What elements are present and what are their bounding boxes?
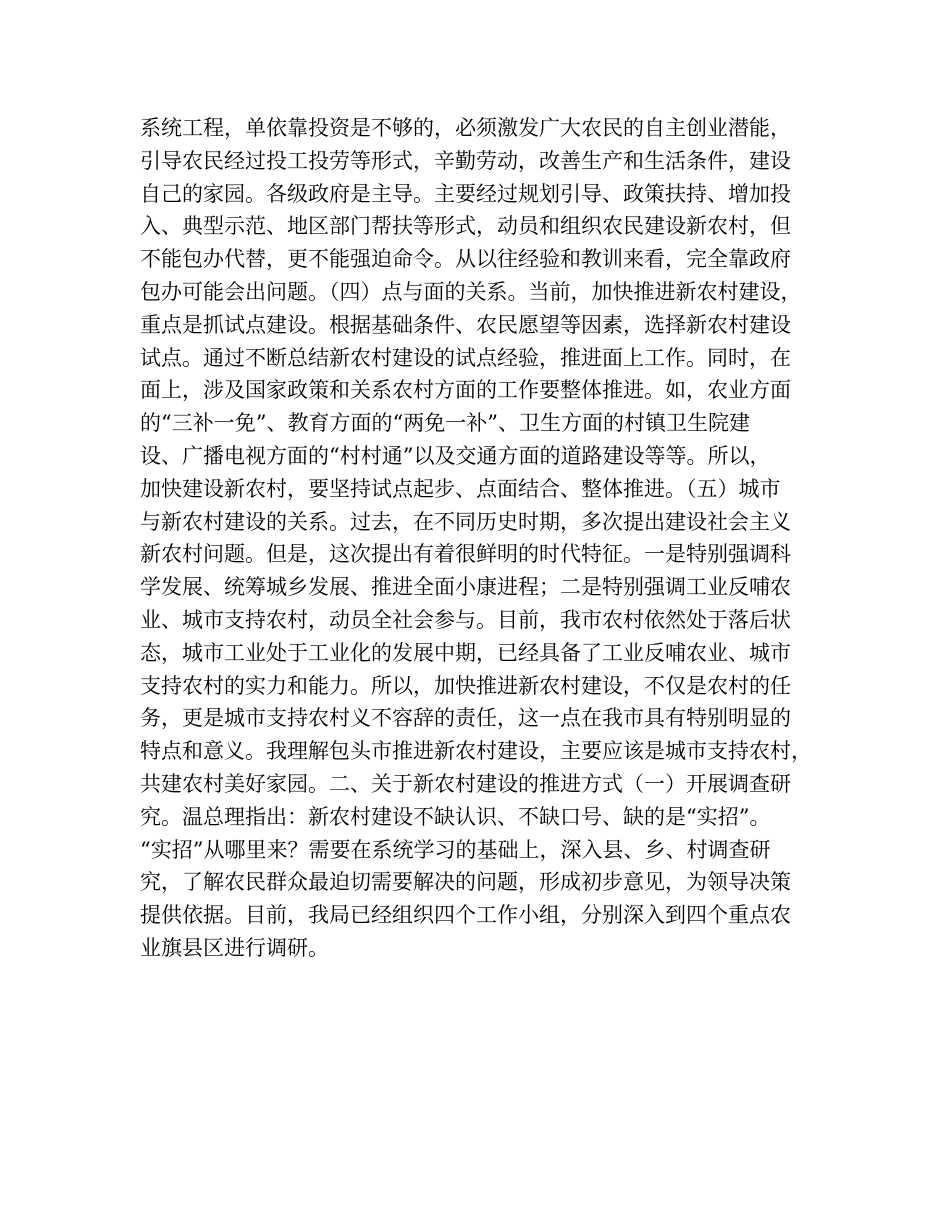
text-line: 究，了解农民群众最迫切需要解决的问题，形成初步意见，为领导决策 (140, 870, 791, 895)
text-line: 究。温总理指出：新农村建设不缺认识、不缺口号、缺的是“实招”。 (140, 804, 771, 829)
text-line: “实招”从哪里来？需要在系统学习的基础上，深入县、乡、村调查研 (140, 837, 771, 862)
text-line: 务，更是城市支持农村义不容辞的责任，这一点在我市具有特别明显的 (140, 706, 791, 731)
text-line: 与新农村建设的关系。过去，在不同历史时期，多次提出建设社会主义 (140, 509, 791, 534)
text-line: 态，城市工业处于工业化的发展中期，已经具备了工业反哺农业、城市 (140, 640, 791, 665)
text-line: 重点是抓试点建设。根据基础条件、农民愿望等因素，选择新农村建设 (140, 312, 791, 337)
text-line: 引导农民经过投工投劳等形式，辛勤劳动，改善生产和生活条件，建设 (140, 148, 791, 173)
text-line: 试点。通过不断总结新农村建设的试点经验，推进面上工作。同时，在 (140, 345, 791, 370)
text-line: 共建农村美好家园。二、关于新农村建设的推进方式（一）开展调查研 (140, 771, 791, 796)
text-line: 系统工程，单依靠投资是不够的，必须激发广大农民的自主创业潜能， (140, 116, 791, 140)
text-line: 的“三补一免”、教育方面的“两免一补”、卫生方面的村镇卫生院建 (140, 411, 750, 436)
text-line: 新农村问题。但是，这次提出有着很鲜明的时代特征。一是特别强调科 (140, 542, 791, 567)
text-line: 面上，涉及国家政策和关系农村方面的工作要整体推进。如，农业方面 (140, 378, 791, 403)
body-text (140, 112, 830, 965)
text-line: 加快建设新农村，要坚持试点起步、点面结合、整体推进。（五）城市 (140, 476, 781, 501)
text-line: 设、广播电视方面的“村村通”以及交通方面的道路建设等等。所以， (140, 443, 771, 468)
text-line: 支持农村的实力和能力。所以，加快推进新农村建设，不仅是农村的任 (140, 673, 791, 698)
text-line: 提供依据。目前，我局已经组织四个工作小组，分别深入到四个重点农 (140, 903, 791, 928)
text-line: 学发展、统筹城乡发展、推进全面小康进程；二是特别强调工业反哺农 (140, 575, 791, 600)
text-line: 业旗县区进行调研。 (140, 935, 329, 960)
text-line: 业、城市支持农村，动员全社会参与。目前，我市农村依然处于落后状 (140, 607, 791, 632)
text-line: 不能包办代替，更不能强迫命令。从以往经验和教训来看，完全靠政府 (140, 247, 791, 272)
text-line: 特点和意义。我理解包头市推进新农村建设，主要应该是城市支持农村， (140, 739, 812, 764)
text-line: 自己的家园。各级政府是主导。主要经过规划引导、政策扶持、增加投 (140, 181, 791, 206)
text-line: 入、典型示范、地区部门帮扶等形式，动员和组织农民建设新农村，但 (140, 214, 791, 239)
text-line: 包办可能会出问题。（四）点与面的关系。当前，加快推进新农村建设， (140, 279, 802, 304)
